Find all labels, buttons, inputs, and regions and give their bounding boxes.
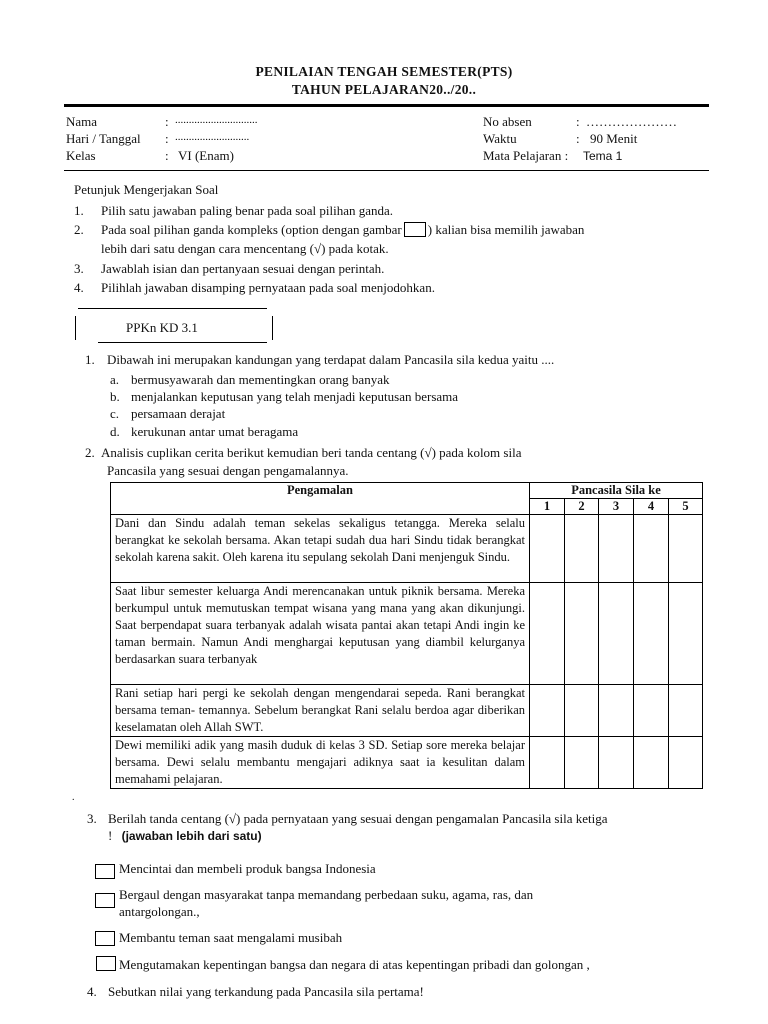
option-checkbox[interactable] bbox=[95, 864, 115, 879]
answer-cell[interactable] bbox=[634, 737, 669, 789]
mapel-label: Mata Pelajaran : bbox=[483, 148, 569, 163]
info-divider bbox=[64, 170, 709, 171]
answer-cell[interactable] bbox=[530, 685, 565, 737]
answer-cell[interactable] bbox=[530, 515, 565, 583]
answer-cell[interactable] bbox=[634, 515, 669, 583]
waktu-value: 90 Menit bbox=[590, 131, 638, 146]
question-text: Sebutkan nilai yang terkandung pada Pancasila sila pertama! bbox=[108, 984, 424, 999]
kelas-sep: : bbox=[165, 148, 169, 163]
waktu-label: Waktu bbox=[483, 131, 517, 146]
instruction-text bbox=[101, 222, 584, 238]
instruction-text: lebih dari satu dengan cara mencentang (√) pada kotak. bbox=[101, 241, 389, 256]
instruction-text: Jawablah isian dan pertanyaan sesuai dengan perintah. bbox=[101, 261, 385, 276]
option-text: Bergaul dengan masyarakat tanpa memandang perbedaan suku, agama, ras, dan bbox=[119, 887, 534, 902]
instruction-text-a: Pada soal pilihan ganda kompleks (option dengan gambar bbox=[101, 222, 402, 237]
nama-label: Nama bbox=[66, 114, 98, 129]
kelas-value: VI (Enam) bbox=[178, 148, 234, 163]
question-text: Pancasila yang sesuai dengan pengamalannya. bbox=[107, 463, 349, 478]
option-text[interactable]: persamaan derajat bbox=[131, 406, 226, 421]
question-text: Dibawah ini merupakan kandungan yang terdapat dalam Pancasila sila kedua yaitu .... bbox=[107, 352, 555, 367]
question-text bbox=[108, 828, 262, 844]
instruction-number: 3. bbox=[74, 261, 84, 276]
option-text[interactable]: kerukunan antar umat beragama bbox=[131, 424, 299, 439]
answer-cell[interactable] bbox=[634, 583, 669, 685]
option-text[interactable]: menjalankan keputusan yang telah menjadi keputusan bersama bbox=[131, 389, 459, 404]
stray-dot: . bbox=[72, 792, 75, 803]
instruction-text: Pilih satu jawaban paling benar pada soal pilihan ganda. bbox=[101, 203, 394, 218]
option-checkbox[interactable] bbox=[95, 893, 115, 908]
sila-number: 5 bbox=[669, 499, 703, 515]
story-cell: Dani dan Sindu adalah teman sekelas sekaligus tetangga. Mereka selalu berangkat ke sekolah bersama. Akan tetapi sudah dua hari Sindu tidak berangkat sekolah karena sakit. Oleh karena itu sepulang sekolah Dani menjenguk Sindu. bbox=[111, 515, 530, 583]
kelas-label: Kelas bbox=[66, 148, 96, 163]
nama-sep: : bbox=[165, 114, 169, 129]
option-text: Membantu teman saat mengalami musibah bbox=[119, 930, 343, 945]
instruction-number: 1. bbox=[74, 203, 84, 218]
option-checkbox[interactable] bbox=[96, 956, 116, 971]
question-number: 2. bbox=[85, 445, 95, 460]
option-letter[interactable]: a. bbox=[110, 372, 120, 387]
column-header-sila: Pancasila Sila ke bbox=[530, 483, 703, 499]
answer-cell[interactable] bbox=[599, 737, 634, 789]
sila-number: 2 bbox=[565, 499, 599, 515]
answer-cell[interactable] bbox=[565, 737, 599, 789]
question-number: 3. bbox=[87, 811, 97, 826]
answer-cell[interactable] bbox=[669, 583, 703, 685]
instruction-number: 4. bbox=[74, 280, 84, 295]
header-divider bbox=[64, 104, 709, 107]
story-cell: Saat libur semester keluarga Andi merencanakan untuk piknik bersama. Mereka berkumpul untuk memutuskan tempat wisana yang mana yang akan dikunjungi. Saat berpendapat suara terbanyak adalah wisata pantai akan tetapi Andi ingin ke taman bermain. Namun Andi menghargai keputusan yang diambil kelurganya berdasarkan suara terbanyak bbox=[111, 583, 530, 685]
table-row bbox=[111, 583, 703, 685]
instruction-text-b: ) kalian bisa memilih jawaban bbox=[427, 222, 585, 237]
option-text[interactable]: bermusyawarah dan mementingkan orang banyak bbox=[131, 372, 390, 387]
question-exclaim: ! bbox=[108, 828, 113, 843]
table-header-row bbox=[111, 483, 703, 499]
column-header-pengamalan: Pengamalan bbox=[111, 483, 530, 515]
sila-number: 1 bbox=[530, 499, 565, 515]
instruction-number: 2. bbox=[74, 222, 84, 237]
answer-cell[interactable] bbox=[669, 515, 703, 583]
pancasila-table bbox=[110, 482, 703, 789]
hari-sep: : bbox=[165, 131, 169, 146]
absen-sep: : bbox=[576, 114, 580, 129]
story-cell: Dewi memiliki adik yang masih duduk di kelas 3 SD. Setiap sore mereka belajar bersama. Dewi selalu membantu mengajari adiknya saat ia kesulitan dalam memahami pelajaran. bbox=[111, 737, 530, 789]
section-label: PPKn KD 3.1 bbox=[126, 320, 198, 335]
option-letter[interactable]: c. bbox=[110, 406, 120, 421]
table-row bbox=[111, 515, 703, 583]
question-note: (jawaban lebih dari satu) bbox=[121, 829, 262, 843]
instructions-heading: Petunjuk Mengerjakan Soal bbox=[74, 182, 219, 197]
answer-cell[interactable] bbox=[669, 685, 703, 737]
exam-year: TAHUN PELAJARAN20../20.. bbox=[291, 82, 477, 97]
answer-cell[interactable] bbox=[669, 737, 703, 789]
answer-cell[interactable] bbox=[599, 515, 634, 583]
answer-cell[interactable] bbox=[634, 685, 669, 737]
instruction-text: Pilihlah jawaban disamping pernyataan pada soal menjodohkan. bbox=[101, 280, 435, 295]
option-text: Mencintai dan membeli produk bangsa Indonesia bbox=[119, 861, 376, 876]
mapel-value: Tema 1 bbox=[583, 149, 623, 163]
absen-label: No absen bbox=[483, 114, 532, 129]
answer-cell[interactable] bbox=[565, 685, 599, 737]
story-cell: Rani setiap hari pergi ke sekolah dengan mengendarai sepeda. Rani berangkat bersama teman- temannya. Sebelum berangkat Rani selalu berdoa agar diberikan keselamatan oleh Allah SWT. bbox=[111, 685, 530, 737]
section-rule-top bbox=[78, 308, 267, 309]
absen-field[interactable]: ………………… bbox=[586, 114, 677, 129]
answer-cell[interactable] bbox=[565, 515, 599, 583]
option-letter[interactable]: d. bbox=[110, 424, 120, 439]
checkbox-example-icon bbox=[404, 222, 426, 237]
sila-number: 3 bbox=[599, 499, 634, 515]
option-letter[interactable]: b. bbox=[110, 389, 120, 404]
question-number: 1. bbox=[85, 352, 95, 367]
nama-field[interactable]: .............................. bbox=[175, 114, 258, 126]
answer-cell[interactable] bbox=[599, 685, 634, 737]
section-rule-bottom bbox=[98, 342, 267, 343]
option-text: Mengutamakan kepentingan bangsa dan negara di atas kepentingan pribadi dan golongan , bbox=[119, 957, 590, 972]
table-row bbox=[111, 685, 703, 737]
table-row bbox=[111, 737, 703, 789]
hari-field[interactable]: ........................... bbox=[175, 131, 250, 143]
waktu-sep: : bbox=[576, 131, 580, 146]
question-text: Analisis cuplikan cerita berikut kemudian beri tanda centang (√) pada kolom sila bbox=[101, 445, 522, 460]
answer-cell[interactable] bbox=[599, 583, 634, 685]
question-number: 4. bbox=[87, 984, 97, 999]
answer-cell[interactable] bbox=[565, 583, 599, 685]
hari-label: Hari / Tanggal bbox=[66, 131, 141, 146]
answer-cell[interactable] bbox=[530, 737, 565, 789]
sila-number: 4 bbox=[634, 499, 669, 515]
question-text: Berilah tanda centang (√) pada pernyataan yang sesuai dengan pengamalan Pancasila sila ketiga bbox=[108, 811, 608, 826]
exam-title: PENILAIAN TENGAH SEMESTER(PTS) bbox=[255, 64, 513, 79]
option-text: antargolongan., bbox=[119, 904, 200, 919]
option-checkbox[interactable] bbox=[95, 931, 115, 946]
answer-cell[interactable] bbox=[530, 583, 565, 685]
